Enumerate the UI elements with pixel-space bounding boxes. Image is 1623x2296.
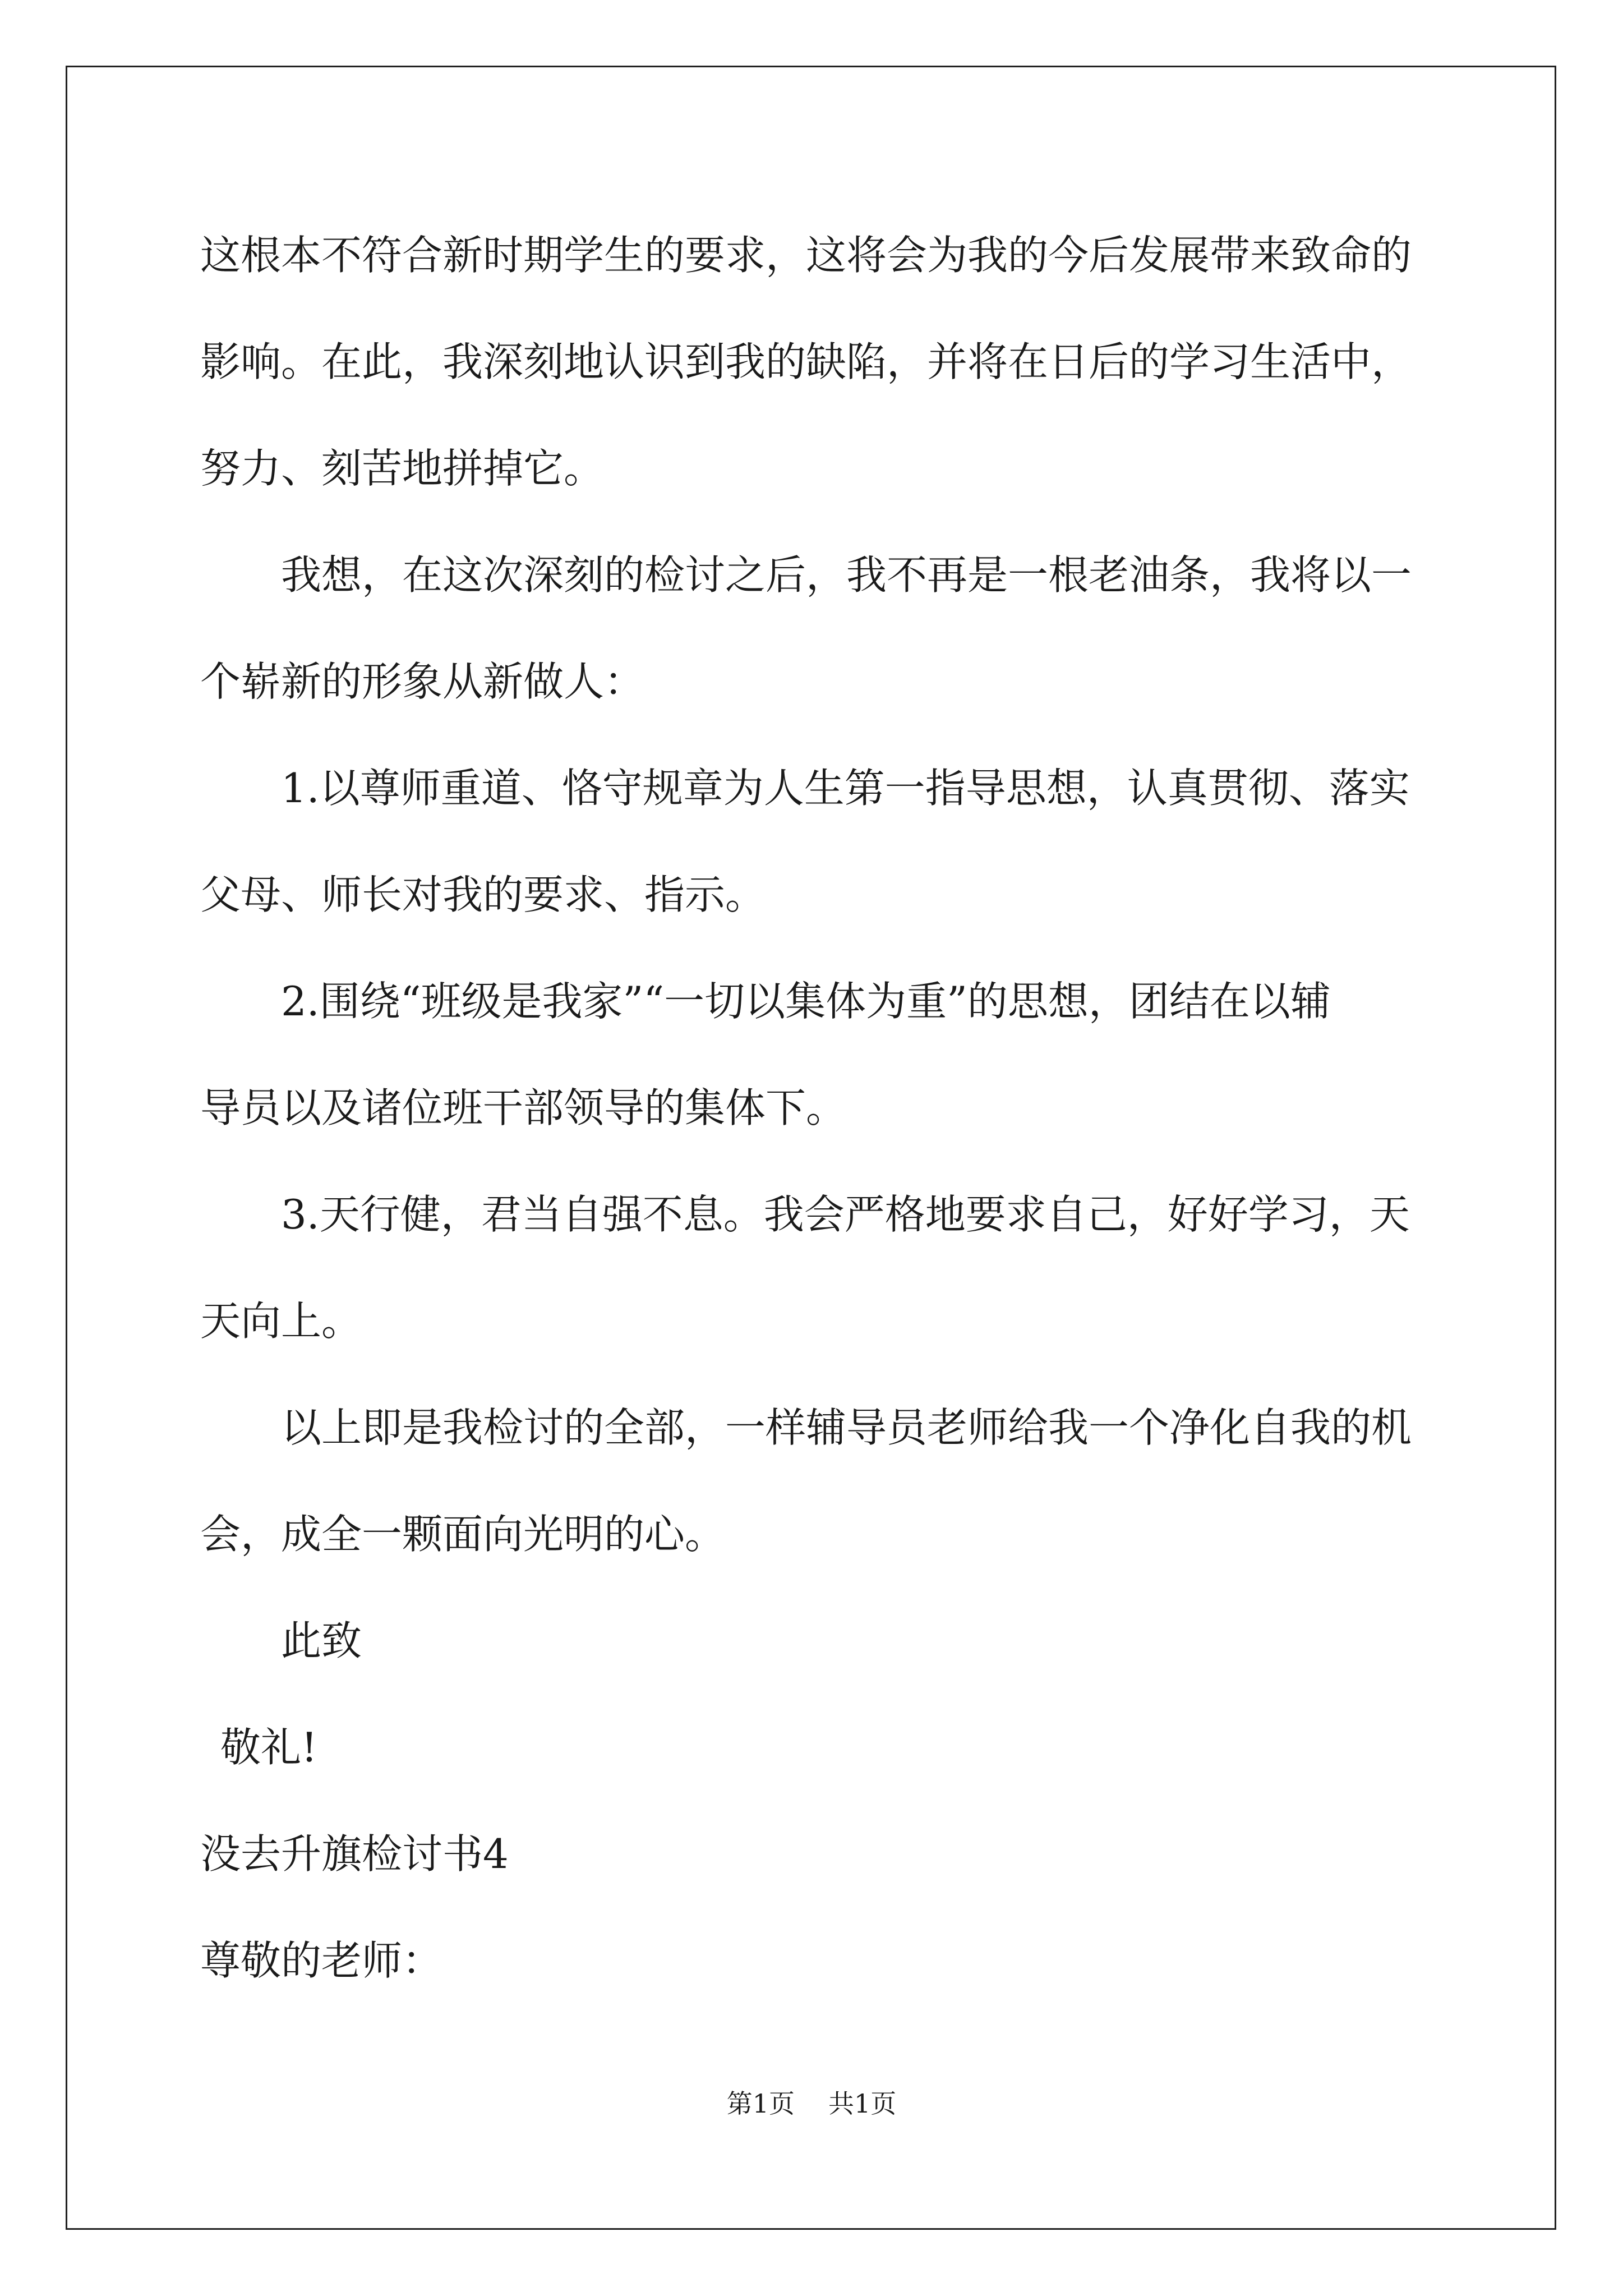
current-page-label: 第1页 [726,2088,795,2119]
text-line: 父母、师长对我的要求、指示。 [200,871,766,918]
paragraph-start-line: 以上即是我检讨的全部，一样辅导员老师给我一个净化自我的机 [281,1404,1412,1451]
text-line: 个崭新的形象从新做人： [200,658,645,705]
list-item-1: 1.以尊师重道、恪守规章为人生第一指导思想，认真贯彻、落实 [281,765,1410,812]
text-line: 这根本不符合新时期学生的要求，这将会为我的今后发展带来致命的 [200,232,1412,279]
section-title: 没去升旗检讨书4 [200,1830,509,1878]
closing-salutation: 此致 [281,1617,362,1664]
text-line: 影响。在此，我深刻地认识到我的缺陷，并将在日后的学习生活中， [200,338,1412,385]
text-line: 导员以及诸位班干部领导的集体下。 [200,1084,847,1131]
list-item-2: 2.围绕“班级是我家”“一切以集体为重”的思想，团结在以辅 [281,978,1331,1025]
greeting-line: 尊敬的老师： [200,1937,443,1984]
list-item-3: 3.天行健，君当自强不息。我会严格地要求自己，好好学习，天 [281,1191,1410,1238]
text-line: 努力、刻苦地拼掉它。 [200,445,605,492]
total-pages-label: 共1页 [828,2088,897,2119]
page-footer [0,2087,1623,2120]
closing-regards: 敬礼! [220,1724,317,1771]
document-body [200,202,1434,2014]
text-line: 会，成全一颗面向光明的心。 [200,1511,726,1558]
paragraph-start-line: 我想，在这次深刻的检讨之后，我不再是一根老油条，我将以一 [281,551,1412,599]
text-line: 天向上。 [200,1297,362,1345]
